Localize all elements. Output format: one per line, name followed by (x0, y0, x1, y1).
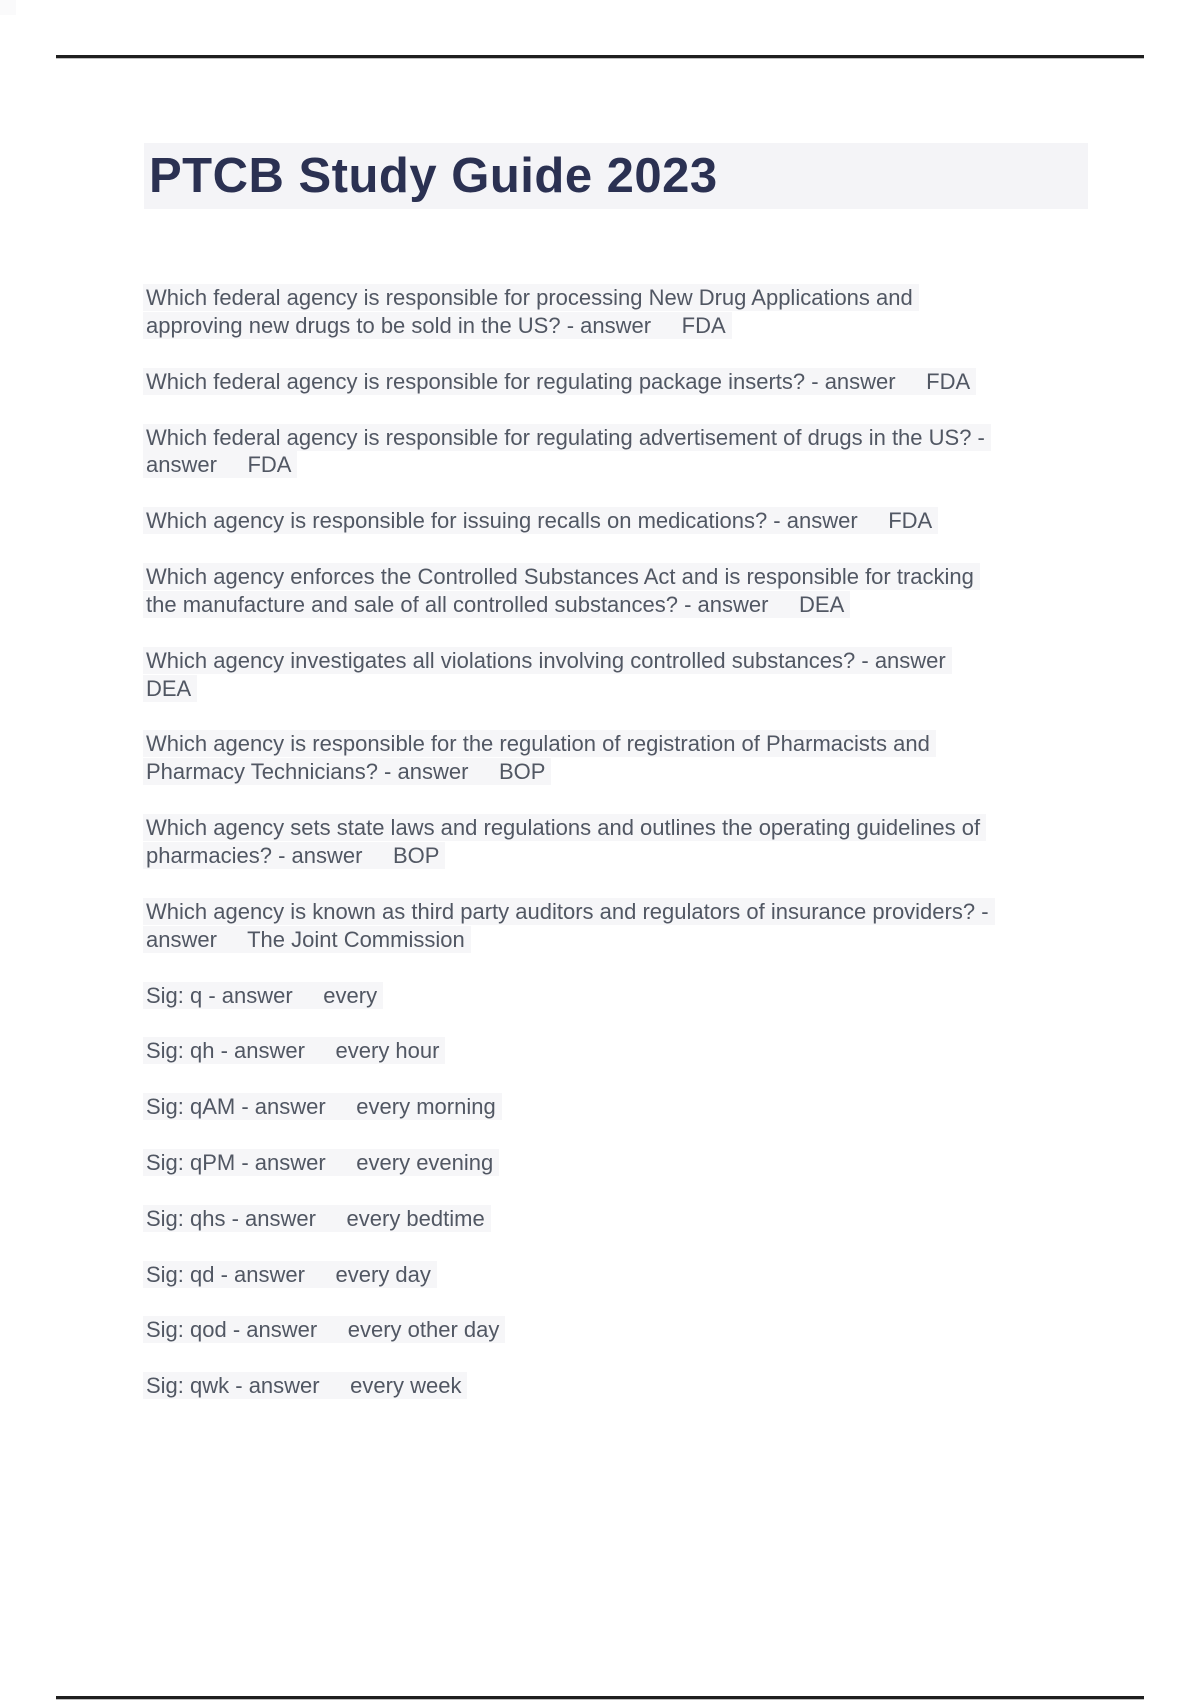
qa-paragraph (146, 424, 1126, 480)
qa-text-line: Sig: qhs - answer every bedtime (143, 1205, 491, 1232)
qa-text-line: Sig: qh - answer every hour (143, 1037, 445, 1064)
qa-text-line: Sig: qod - answer every other day (143, 1316, 505, 1343)
qa-text-line: Which agency investigates all violations involving controlled substances? - answer (143, 647, 952, 674)
qa-text-line: Sig: q - answer every (143, 982, 383, 1009)
qa-text-line: answer The Joint Commission (143, 926, 471, 953)
qa-text-line: Which agency enforces the Controlled Substances Act and is responsible for tracking (143, 563, 980, 590)
page-corner-artifact (0, 0, 16, 15)
qa-text-line: DEA (143, 675, 197, 702)
qa-text-line: Sig: qAM - answer every morning (143, 1093, 502, 1120)
qa-paragraph (146, 507, 1126, 535)
qa-text-line: Which agency is responsible for issuing recalls on medications? - answer FDA (143, 507, 938, 534)
qa-paragraph (146, 563, 1126, 619)
qa-text-line: pharmacies? - answer BOP (143, 842, 445, 869)
qa-paragraph (146, 1372, 1126, 1400)
qa-text-line: Which federal agency is responsible for regulating advertisement of drugs in the US? - (143, 424, 991, 451)
qa-paragraph (146, 1149, 1126, 1177)
qa-text-line: Sig: qwk - answer every week (143, 1372, 467, 1399)
qa-text-line: Which agency is known as third party auditors and regulators of insurance providers? - (143, 898, 995, 925)
qa-text-line: answer FDA (143, 451, 297, 478)
qa-text-line: Which federal agency is responsible for regulating package inserts? - answer FDA (143, 368, 976, 395)
qa-text-line: Sig: qPM - answer every evening (143, 1149, 499, 1176)
qa-paragraph (146, 1316, 1126, 1344)
qa-paragraph (146, 730, 1126, 786)
qa-paragraph (146, 284, 1126, 340)
qa-text-line: approving new drugs to be sold in the US? - answer FDA (143, 312, 732, 339)
qa-text-line: Which agency sets state laws and regulations and outlines the operating guidelines of (143, 814, 986, 841)
document-body (146, 284, 1126, 1400)
top-rule (56, 55, 1144, 58)
qa-paragraph (146, 1261, 1126, 1289)
bottom-rule (56, 1696, 1144, 1699)
qa-text-line: Which agency is responsible for the regulation of registration of Pharmacists and (143, 730, 936, 757)
qa-paragraph (146, 814, 1126, 870)
qa-text-line: the manufacture and sale of all controlled substances? - answer DEA (143, 591, 850, 618)
qa-paragraph (146, 647, 1126, 703)
qa-paragraph (146, 1037, 1126, 1065)
qa-paragraph (146, 982, 1126, 1010)
qa-text-line: Pharmacy Technicians? - answer BOP (143, 758, 551, 785)
qa-text-line: Which federal agency is responsible for processing New Drug Applications and (143, 284, 919, 311)
qa-paragraph (146, 1205, 1126, 1233)
qa-paragraph (146, 1093, 1126, 1121)
qa-paragraph (146, 368, 1126, 396)
qa-text-line: Sig: qd - answer every day (143, 1261, 437, 1288)
page-title: PTCB Study Guide 2023 (144, 143, 1088, 209)
qa-paragraph (146, 898, 1126, 954)
